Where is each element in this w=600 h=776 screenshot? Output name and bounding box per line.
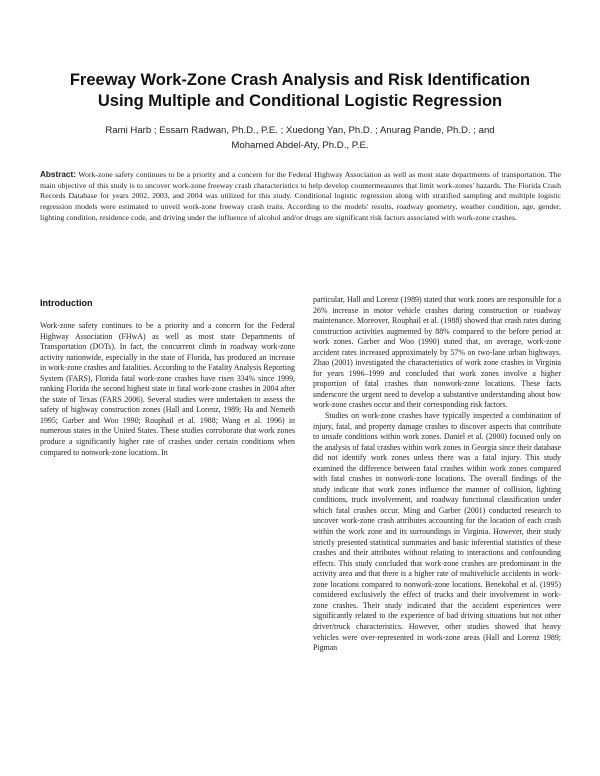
left-column-paragraph: Work-zone safety continues to be a priority and a concern for the Federal Highway Association (FHwA) as well as most state Departments of Transportation (DOTs). In fact, the concurrent climb in roadway work-zone activity nationwide, especially in the state of Florida, has produced an increase in work-zone crashes and fatalities. According to the Fatality Analysis Reporting System (FARS), Florida fatal work-zone crashes have risen 334% since 1999, ranking Florida the second highest state in fatal work-zone crashes in 2004 after the state of Texas (FARS 2006). Several studies were undertaken to assess the safety of highway construction zones (Hall and Lorenz, 1989; Ha and Nemeth 1995; Garber and Woo 1990; Rouphail et al. 1988; Wang et al. 1996) in numerous states in the United States. These studies corroborate that work zones produce a significantly higher rate of crashes under certain conditions when compared to nonwork-zone locations. In <box>40 321 295 457</box>
paper-title <box>40 70 560 112</box>
right-column <box>313 295 561 654</box>
left-column <box>40 321 295 458</box>
abstract-label: Abstract: <box>40 170 76 179</box>
title-line-2: Using Multiple and Conditional Logistic Regression <box>97 92 503 110</box>
authors-line-2: Mohamed Abdel-Aty, Ph.D., P.E. <box>231 140 369 151</box>
authors-line-1: Rami Harb ; Essam Radwan, Ph.D., P.E. ; Xuedong Yan, Ph.D. ; Anurag Pande, Ph.D. ; and <box>105 125 495 136</box>
abstract-text: Work-zone safety continues to be a priority and a concern for the Federal Highway Association as well as most state departments of transportation. The main objective of this study is to uncover work-zone freeway crash characteristics to help develop countermeasures that limit work-zones' hazards. The Florida Crash Records Database for years 2002, 2003, and 2004 was utilized for this study. Conditional logistic regression along with stratified sampling and multiple logistic regression models were estimated to unveil work-zone freeway crash traits. According to the models' results, roadway geometry, weather condition, age, gender, lighting condition, residence code, and driving under the influence of alcohol and/or drugs are significant risk factors associated with work-zone crashes. <box>40 170 561 222</box>
right-column-paragraph-2: Studies on work-zone crashes have typically inspected a combination of injury, fatal, and property damage crashes to discover aspects that contribute to unsafe conditions within work zones. Daniel et al. (2000) focused only on the analysis of fatal crashes within work zones in Georgia since their database did not identify work zones unless there was a fatal injury. This study examined the difference between fatal crashes within work zones compared with fatal crashes in nonwork-zone locations. The overall findings of the study indicate that work zones influence the manner of collision, lighting conditions, truck involvement, and roadway functional classification under which fatal crashes occur. Ming and Garber (2001) conducted research to uncover work-zone crash attributes accounting for the location of each crash within the work zone and its surroundings in Virginia. However, their study strictly presented statistical summaries and basic inferential statistics of these crashes and their attributes without relating to interactions and confounding effects. This study concluded that work-zone crashes are predominant in the activity area and that there is a higher rate of multivehicle accidents in work-zone locations compared to nonwork-zone locations. Benekohal et al. (1995) considered exclusively the effect of trucks and their involvement in work-zone crashes. Their study indicated that the accident experiences were significantly related to the experience of bad driving situations but not other driver/truck characteristics. However, other studies showed that heavy vehicles were over-represented in work-zone areas (Hall and Lorenz 1989; Pigman <box>313 411 561 653</box>
title-line-1: Freeway Work-Zone Crash Analysis and Risk Identification <box>69 71 531 89</box>
abstract <box>40 170 561 224</box>
right-column-paragraph-1: particular, Hall and Lorenz (1989) stated that work zones are responsible for a 26% increase in motor vehicle crashes during construction or roadway maintenance. Moreover, Rouphail et al. (1988) showed that crash rates during construction activities augmented by 88% compared to the before period at work zones. Garber and Woo (1990) stated that, on average, work-zone accident rates increased approximately by 57% on two-lane urban highways. Zhao (2001) investigated the characteristics of work zone crashes in Virginia for years 1996–1999 and concluded that work zones involve a higher proportion of fatal crashes than nonwork-zone locations. These facts underscore the urgent need to develop a substantive understanding about how work-zone crashes occur and their corresponding risk factors. <box>313 295 561 410</box>
section-heading-introduction: Introduction <box>40 298 93 308</box>
author-list <box>60 123 540 153</box>
